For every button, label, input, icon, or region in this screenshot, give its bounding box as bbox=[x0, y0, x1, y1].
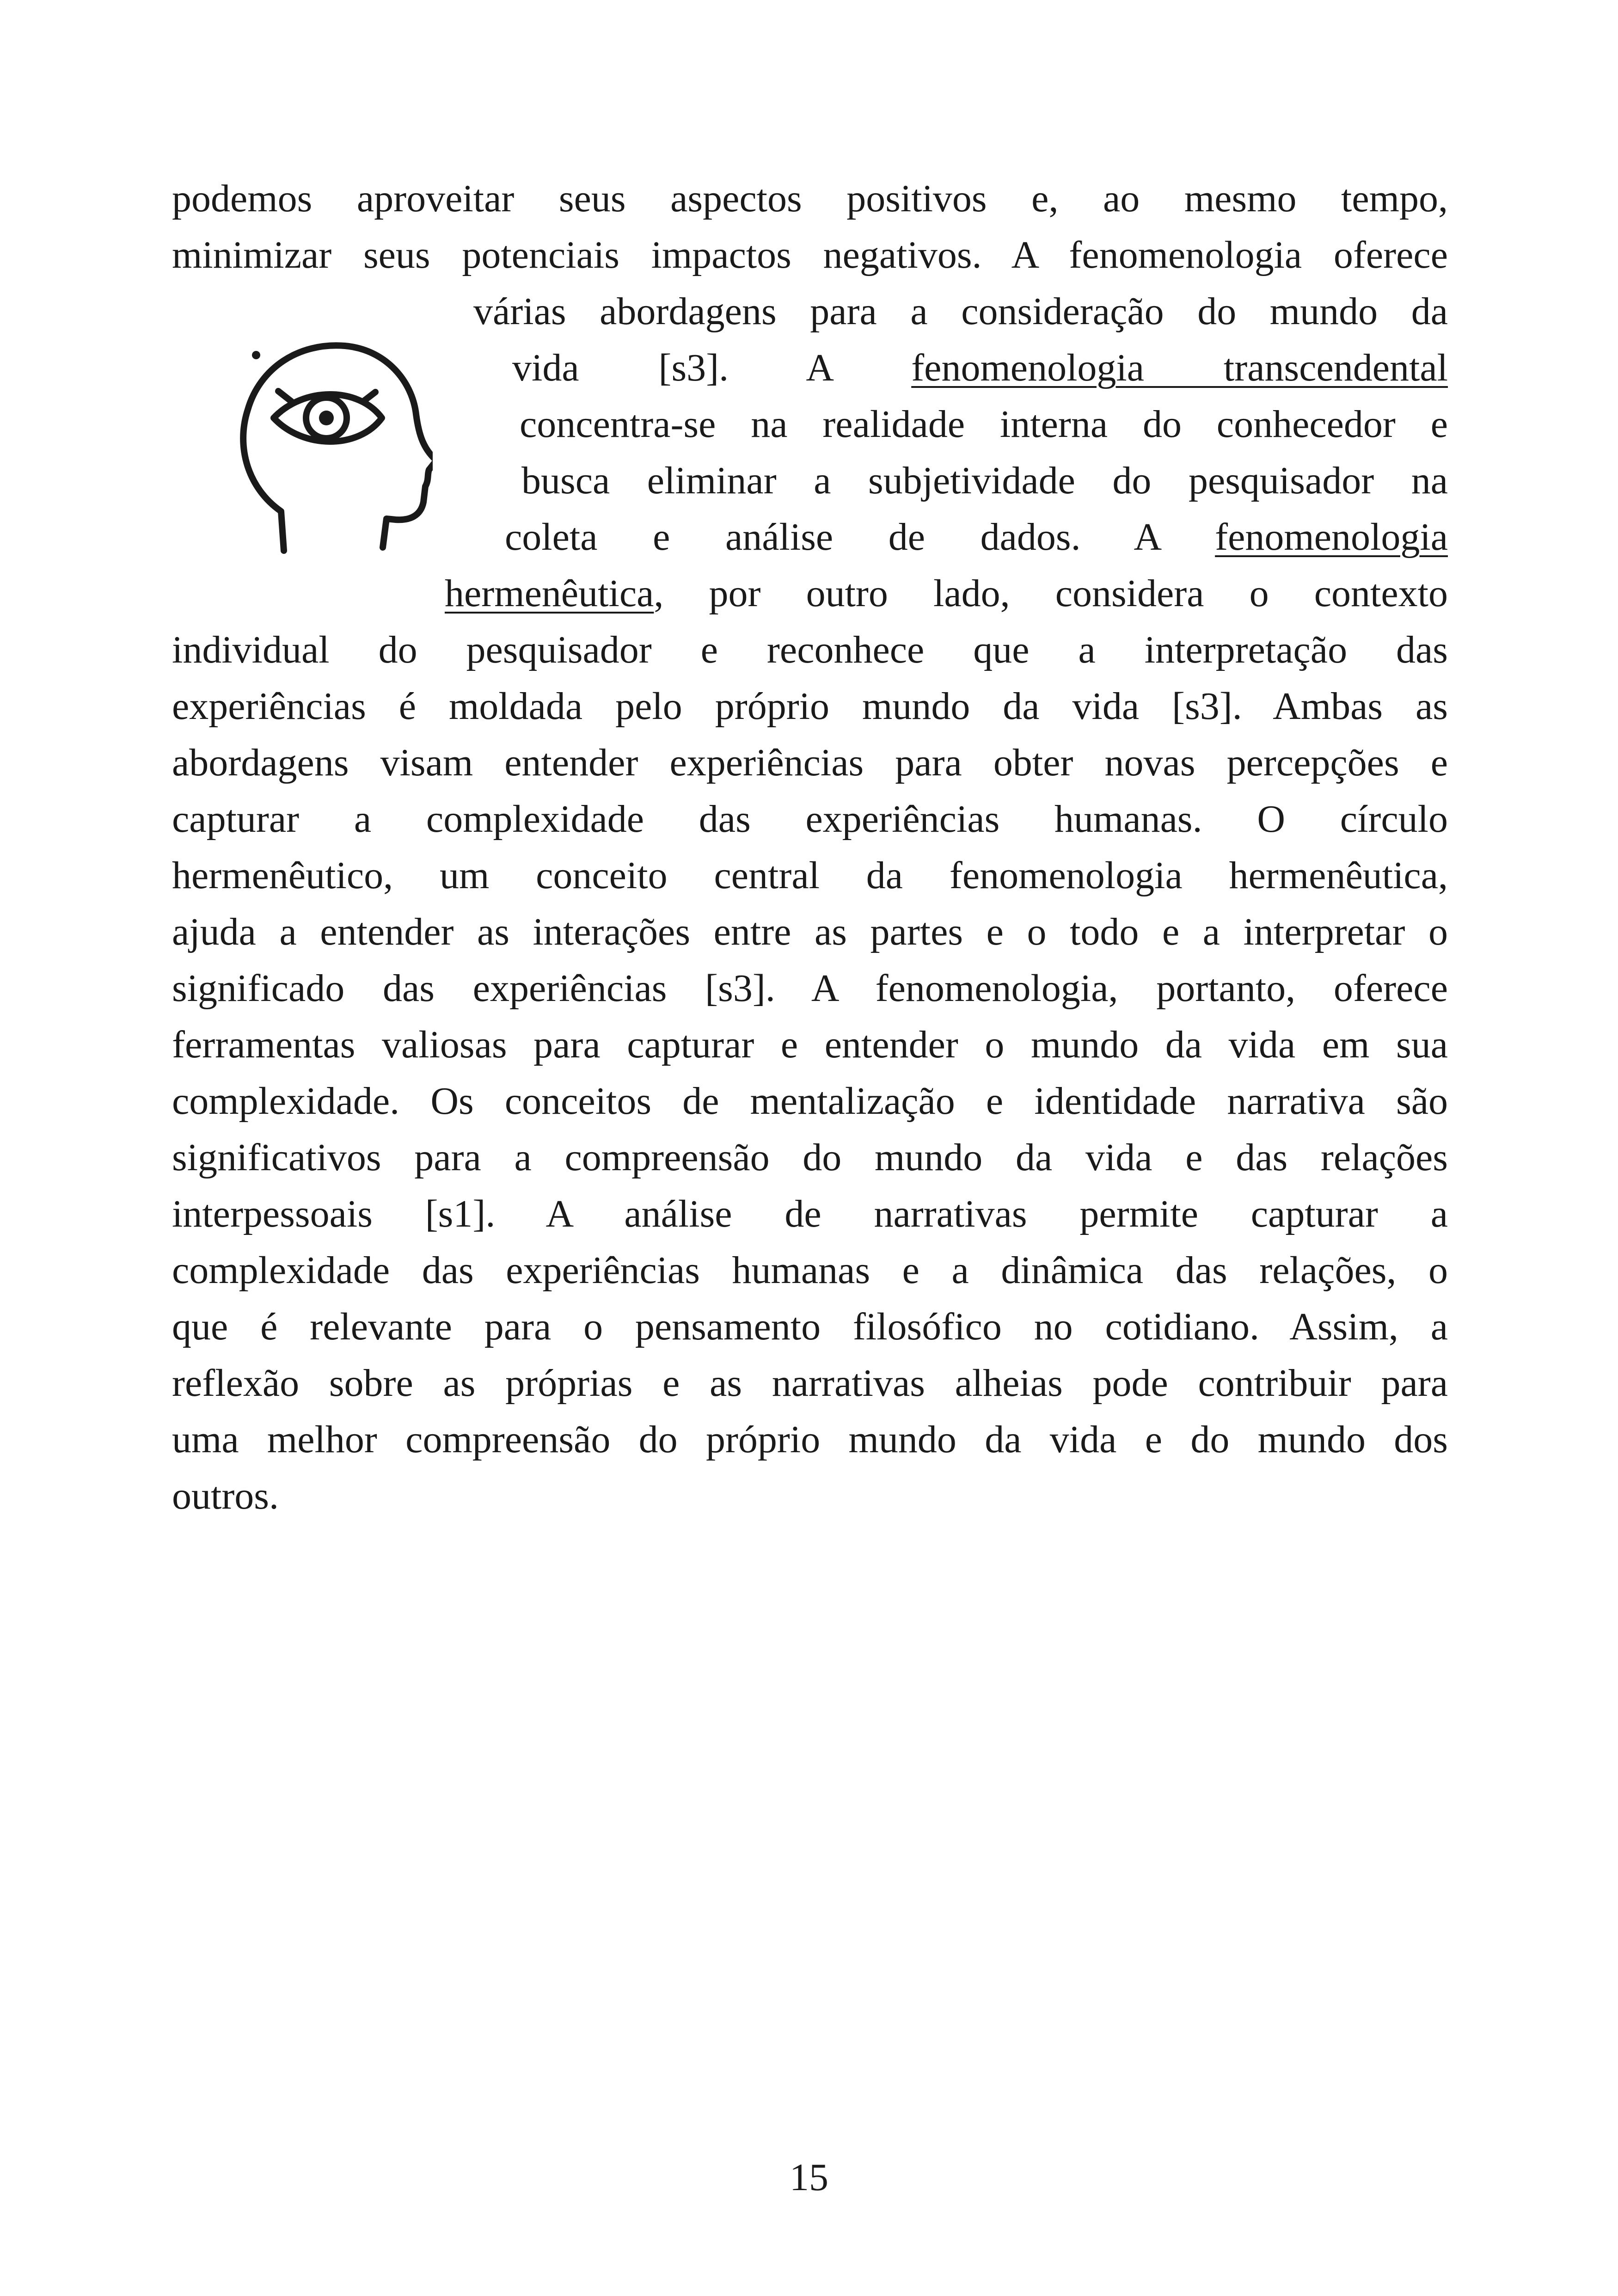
body-line-24: outros. bbox=[172, 1474, 279, 1517]
body-line-14: ajuda a entender as interações entre as partes e o todo e a interpretar o bbox=[172, 910, 1448, 953]
body-line-10: experiências é moldada pelo próprio mundo da vida [s3]. Ambas as bbox=[172, 685, 1448, 728]
body-line-11: abordagens visam entender experiências para obter novas percepções e bbox=[172, 741, 1448, 784]
body-line-19: interpessoais [s1]. A análise de narrativas permite capturar a bbox=[172, 1192, 1448, 1235]
body-line-4: vida [s3]. A fenomenologia transcendental bbox=[512, 346, 1448, 389]
body-line-8: hermenêutica, por outro lado, considera o contexto bbox=[445, 572, 1448, 615]
term-fenomenologia-transcendental: fenomenologia transcendental bbox=[911, 346, 1448, 389]
body-line-15: significado das experiências [s3]. A fenomenologia, portanto, oferece bbox=[172, 967, 1448, 1010]
body-line-16: ferramentas valiosas para capturar e entender o mundo da vida em sua bbox=[172, 1023, 1448, 1066]
term-hermeneutica: hermenêutica bbox=[445, 572, 654, 615]
body-line-6: busca eliminar a subjetividade do pesquisador na bbox=[521, 459, 1448, 502]
term-fenomenologia: fenomenologia bbox=[1215, 516, 1448, 559]
body-line-17: complexidade. Os conceitos de mentalização e identidade narrativa são bbox=[172, 1080, 1448, 1123]
page-number: 15 bbox=[790, 2156, 828, 2199]
body-line-3: várias abordagens para a consideração do mundo da bbox=[473, 290, 1448, 333]
body-line-23: uma melhor compreensão do próprio mundo da vida e do mundo dos bbox=[172, 1418, 1448, 1461]
body-line-20: complexidade das experiências humanas e a dinâmica das relações, o bbox=[172, 1249, 1448, 1292]
body-line-22: reflexão sobre as próprias e as narrativas alheias pode contribuir para bbox=[172, 1362, 1448, 1405]
body-line-21: que é relevante para o pensamento filosófico no cotidiano. Assim, a bbox=[172, 1305, 1448, 1348]
body-line-2: minimizar seus potenciais impactos negativos. A fenomenologia oferece bbox=[172, 233, 1448, 276]
body-line-1: podemos aproveitar seus aspectos positivos e, ao mesmo tempo, bbox=[172, 177, 1448, 220]
body-line-12: capturar a complexidade das experiências humanas. O círculo bbox=[172, 798, 1448, 841]
body-line-7: coleta e análise de dados. A fenomenologia bbox=[505, 516, 1448, 559]
body-line-18: significativos para a compreensão do mundo da vida e das relações bbox=[172, 1136, 1448, 1179]
body-line-13: hermenêutico, um conceito central da fenomenologia hermenêutica, bbox=[172, 854, 1448, 897]
body-line-5: concentra-se na realidade interna do conhecedor e bbox=[520, 403, 1448, 446]
head-eye-icon bbox=[229, 331, 433, 558]
body-line-9: individual do pesquisador e reconhece que a interpretação das bbox=[172, 628, 1448, 671]
